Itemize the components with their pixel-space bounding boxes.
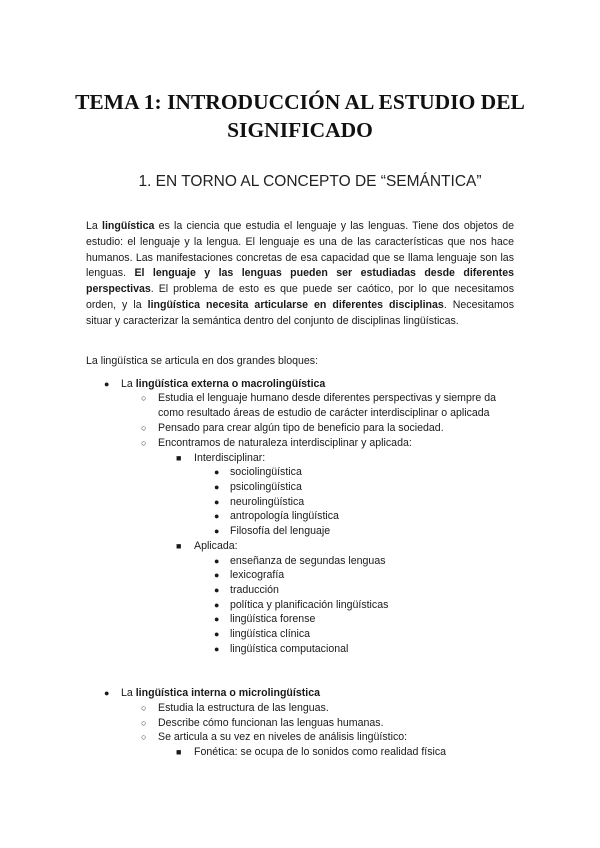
intro-text-1: La [86, 220, 103, 232]
list-item: Encontramos de naturaleza interdisciplinar y aplicada: [158, 437, 412, 449]
dot-marker: ● [214, 585, 220, 595]
list-item: política y planificación lingüísticas [230, 599, 389, 611]
list-item: Estudia el lenguaje humano desde diferentes perspectivas y siempre da como resultado áreas de estudio de carácter interdisciplinar o aplicada [158, 392, 497, 419]
intro-bold-2: El lenguaje y las lenguas pueden ser estudiadas desde diferentes perspectivas [86, 267, 514, 296]
circle-marker: ○ [141, 718, 147, 728]
block-external-name: lingüística externa o macrolingüística [135, 378, 326, 390]
dot-marker: ● [214, 600, 220, 610]
sublist-label: Interdisciplinar: [194, 452, 266, 464]
sublist-label: Aplicada: [194, 540, 238, 552]
dot-marker: ● [214, 482, 220, 492]
list-item: lingüística computacional [230, 643, 349, 655]
lead-sentence: La lingüística se articula en dos grandes bloques: [86, 355, 319, 367]
section-heading: 1. EN TORNO AL CONCEPTO DE “SEMÁNTICA” [138, 173, 482, 190]
list-item: lexicografía [230, 569, 285, 581]
block-internal-name: lingüística interna o microlingüística [135, 687, 320, 699]
circle-marker: ○ [141, 438, 147, 448]
block-prefix: La [121, 687, 136, 699]
intro-paragraph [86, 219, 514, 330]
square-marker: ■ [176, 541, 182, 551]
list-item: sociolingüística [230, 466, 302, 478]
dot-marker: ● [214, 511, 220, 521]
list-item: antropología lingüística [230, 510, 339, 522]
list-item: psicolingüística [230, 481, 302, 493]
dot-marker: ● [214, 467, 220, 477]
block-prefix: La [121, 378, 136, 390]
list-item: Fonética: se ocupa de lo sonidos como realidad física [194, 746, 447, 758]
bullet-marker: ● [104, 688, 110, 698]
square-marker: ■ [176, 747, 182, 757]
circle-marker: ○ [141, 732, 147, 742]
dot-marker: ● [214, 556, 220, 566]
dot-marker: ● [214, 497, 220, 507]
dot-marker: ● [214, 570, 220, 580]
circle-marker: ○ [141, 423, 147, 433]
list-item: lingüística clínica [230, 628, 311, 640]
circle-marker: ○ [141, 393, 147, 403]
dot-marker: ● [214, 614, 220, 624]
dot-marker: ● [214, 644, 220, 654]
dot-marker: ● [214, 526, 220, 536]
list-item: lingüística forense [230, 613, 316, 625]
document-title: TEMA 1: INTRODUCCIÓN AL ESTUDIO DEL SIGNIFICADO [75, 90, 525, 142]
list-item: Se articula a su vez en niveles de análisis lingüístico: [158, 731, 408, 743]
list-item: Filosofía del lenguaje [230, 525, 331, 537]
list-item: Pensado para crear algún tipo de beneficio para la sociedad. [158, 422, 444, 434]
bullet-marker: ● [104, 379, 110, 389]
list-item: neurolingüística [230, 496, 305, 508]
intro-bold-1: lingüística [102, 220, 155, 232]
intro-text-2: es la ciencia que estudia el lenguaje y las lenguas. Tiene dos objetos de estudio: el lenguaje y la lengua. El lenguaje es una de las características que nos hace humanos. Las manifestaciones concretas de esa capacidad que se llama lenguaje son las lenguas. [86, 220, 514, 280]
list-item: Estudia la estructura de las lenguas. [158, 702, 329, 714]
circle-marker: ○ [141, 703, 147, 713]
intro-bold-3: lingüística necesita articularse en diferentes disciplinas [147, 298, 444, 311]
intro-text-4: . Necesitamos situar y caracterizar la semántica dentro del conjunto de disciplinas lingüísticas. [86, 298, 514, 327]
block-external-heading [121, 377, 325, 392]
square-marker: ■ [176, 453, 182, 463]
list-item: Describe cómo funcionan las lenguas humanas. [158, 717, 384, 729]
list-item: traducción [230, 584, 279, 596]
dot-marker: ● [214, 629, 220, 639]
intro-text-3: . El problema de esto es que puede ser caótico, por lo que necesitamos orden, y la [86, 283, 514, 311]
block-internal-heading [121, 686, 320, 701]
list-item: enseñanza de segundas lenguas [230, 555, 386, 567]
